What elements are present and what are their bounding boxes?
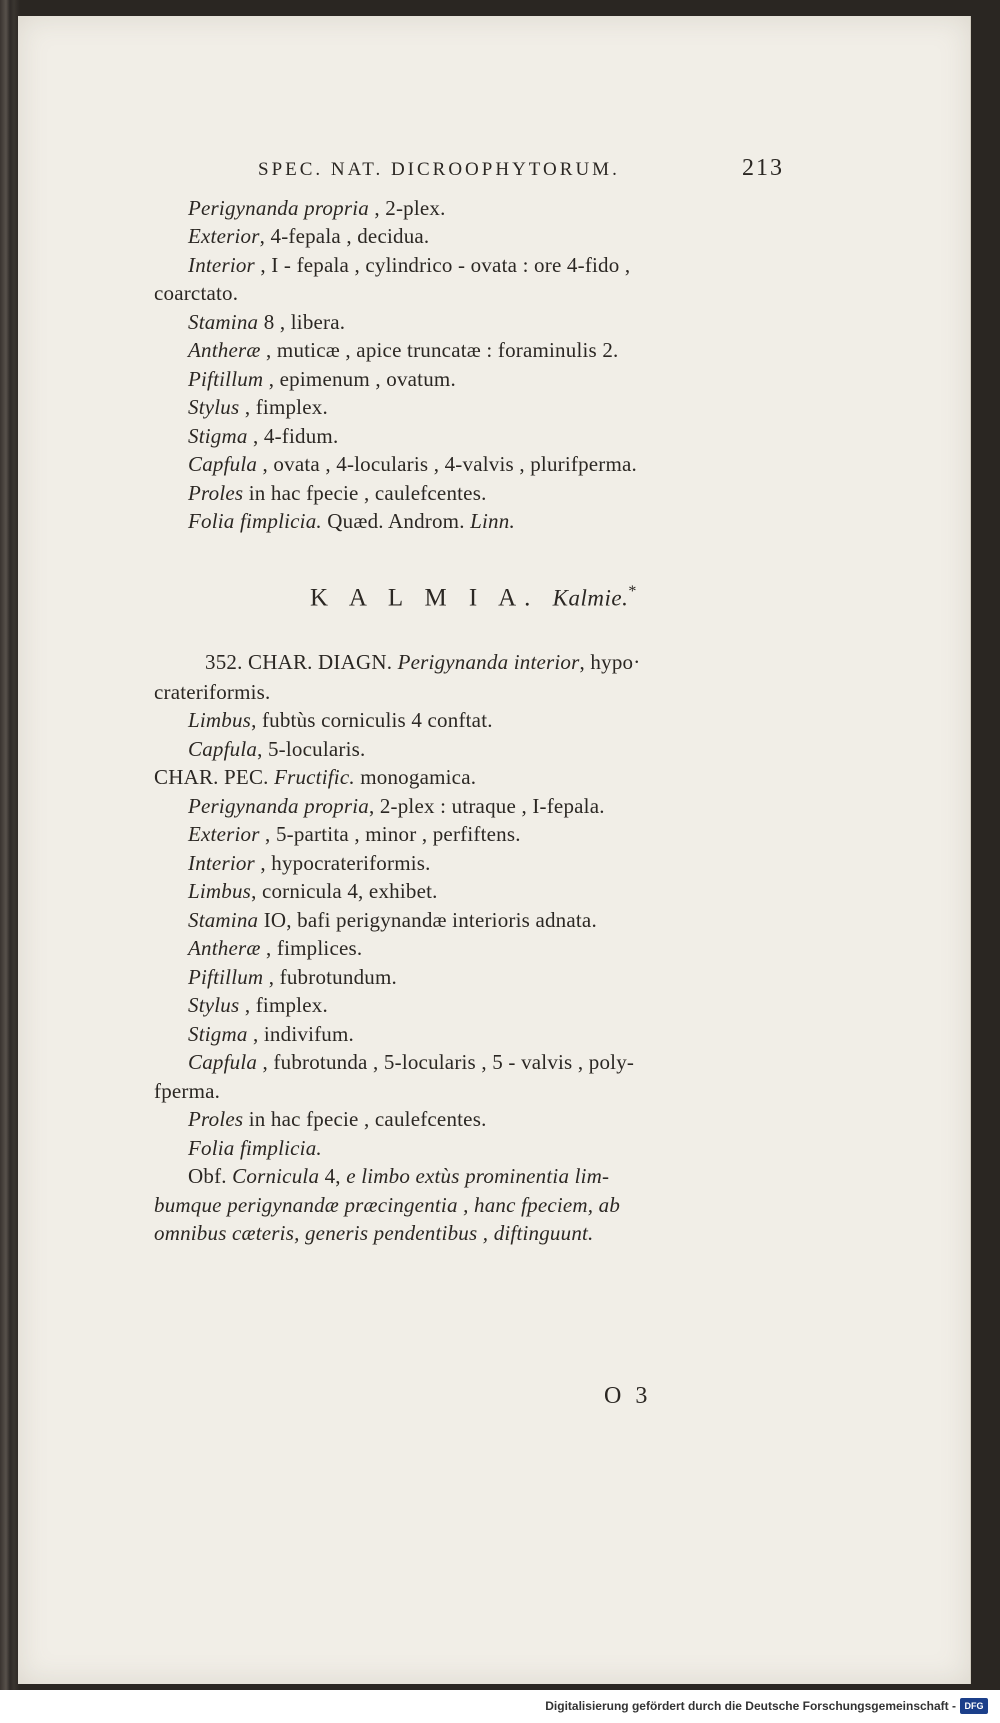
footer-bar [0,1690,1000,1723]
dfg-logo: DFG [960,1698,988,1714]
text-line: Capfula , ovata , 4-locularis , 4-valvis , plurifperma. [188,452,637,476]
text-line: Limbus, cornicula 4, exhibet. [188,879,438,903]
book-page [18,16,971,1684]
page-number: 213 [742,155,784,181]
text-line: fperma. [154,1079,221,1103]
text-line: Capfula , fubrotunda , 5-locularis , 5 - valvis , poly- [188,1050,635,1074]
text-line: Perigynanda propria, 2-plex : utraque , I-fepala. [188,794,605,818]
text-line: Stylus , fimplex. [188,993,328,1017]
text-line: Folia fimplicia. Quæd. Androm. Linn. [188,509,515,533]
text-line: Piftillum , fubrotundum. [188,965,397,989]
text-line: Piftillum , epimenum , ovatum. [188,367,456,391]
text-line: Folia fimplicia. [188,1136,322,1160]
genus-heading: K A L M I A. Kalmie.* [310,583,637,612]
text-line: Obf. Cornicula 4, e limbo extùs prominentia lim- [188,1164,610,1188]
text-line: CHAR. PEC. Fructific. monogamica. [154,765,477,789]
text-line: Antheræ , muticæ , apice truncatæ : foraminulis 2. [188,338,619,362]
text-line: Interior , hypocrateriformis. [188,851,431,875]
page-text [18,16,970,1684]
text-line: Stigma , 4-fidum. [188,424,339,448]
text-line: Stylus , fimplex. [188,395,328,419]
text-line: Antheræ , fimplices. [188,936,363,960]
text-line: Limbus, fubtùs corniculis 4 conftat. [188,708,493,732]
text-line: Interior , I - fepala , cylindrico - ovata : ore 4-fido , [188,253,631,277]
text-line: crateriformis. [154,680,271,704]
text-line: Perigynanda propria , 2-plex. [188,196,446,220]
footer-credit: Digitalisierung gefördert durch die Deutsche Forschungsgemeinschaft - [545,1699,956,1713]
text-line: bumque perigynandæ præcingentia , hanc fpeciem, ab [154,1193,621,1217]
text-line: Proles in hac fpecie , caulefcentes. [188,481,487,505]
text-line: Stigma , indivifum. [188,1022,354,1046]
text-line: Stamina 8 , libera. [188,310,346,334]
text-line: Exterior, 4-fepala , decidua. [188,224,430,248]
text-line: Capfula, 5-locularis. [188,737,366,761]
text-line: Exterior , 5-partita , minor , perfiftens. [188,822,521,846]
text-line: 352. CHAR. DIAGN. Perigynanda interior, hypo· [205,650,641,674]
signature-mark: O 3 [604,1383,652,1409]
text-line: coarctato. [154,281,239,305]
text-line: omnibus cæteris, generis pendentibus , diftinguunt. [154,1221,594,1245]
running-title: SPEC. NAT. DICROOPHYTORUM. [258,159,620,180]
text-line: Stamina IO, bafi perigynandæ interioris adnata. [188,908,597,932]
text-line: Proles in hac fpecie , caulefcentes. [188,1107,487,1131]
